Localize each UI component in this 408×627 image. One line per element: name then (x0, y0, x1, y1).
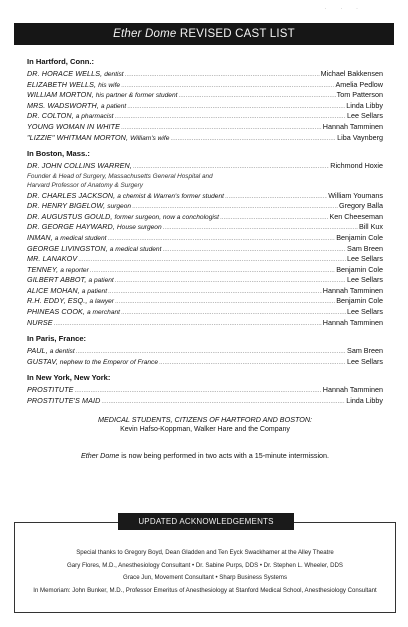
role-name: PROSTITUTE (27, 385, 74, 395)
ack-line: Special thanks to Gregory Boyd, Dean Gladden and Ten Eyck Swackhamer at the Alley Theatre (76, 549, 334, 556)
role-description: his partner & former student (95, 92, 178, 100)
cast-row (27, 111, 383, 122)
dot-leader (115, 297, 335, 307)
role-description: a merchant (87, 309, 121, 317)
role-name: PAUL, (27, 346, 48, 356)
cast-row (27, 307, 383, 318)
role-name: DR. CHARLES JACKSON, (27, 190, 116, 200)
role-name: WILLIAM MORTON, (27, 90, 94, 100)
role-name: YOUNG WOMAN IN WHITE (27, 121, 121, 131)
cast-row (27, 122, 383, 133)
actor-name: Lee Sellars (347, 356, 383, 366)
actor-name: Lee Sellars (347, 307, 383, 317)
dot-leader (121, 123, 322, 133)
role-description: a chemist & Warren's former student (117, 192, 224, 200)
cast-row (27, 233, 383, 244)
cast-row (27, 80, 383, 91)
section-heading: In Paris, France: (27, 334, 87, 344)
performance-note (27, 451, 383, 461)
cast-row (27, 222, 383, 233)
role-name: DR. HENRY BIGELOW, (27, 201, 106, 211)
ensemble-credit (27, 415, 383, 435)
role-description: a dentist (49, 348, 75, 356)
role-name: R.H. EDDY, ESQ., (27, 296, 88, 306)
role-name: ELIZABETH WELLS, (27, 79, 97, 89)
actor-name: Benjamin Cole (336, 296, 383, 306)
actor-name: Bill Kux (359, 222, 383, 232)
dot-leader (170, 134, 336, 144)
ack-line: Grace Jun, Movement Consultant • Sharp Business Systems (122, 574, 288, 582)
dot-leader (78, 255, 346, 265)
role-name: MRS. WADSWORTH, (27, 100, 99, 110)
acknowledgements-box (14, 517, 396, 613)
dot-leader (163, 223, 358, 233)
actor-name: Benjamin Cole (336, 264, 383, 274)
cast-row (27, 318, 383, 329)
role-description: dentist (104, 71, 124, 78)
dot-leader (121, 81, 334, 91)
cast-row (27, 161, 383, 172)
role-description: a patient (100, 102, 127, 110)
actor-name: Benjamin Cole (336, 232, 383, 242)
actor-name: Richmond Hoxie (330, 161, 383, 171)
ack-line: In Memoriam: John Bunker, M.D., Professor Emeritus of Anesthesiology at Stanford Medical School, Anesthesiology Consultant (33, 586, 377, 594)
actor-name: Michael Bakkensen (320, 69, 383, 78)
role-description: a reporter (60, 266, 89, 274)
dot-leader (108, 287, 322, 297)
cast-row (27, 90, 383, 101)
cast-row (27, 396, 383, 407)
dot-leader (101, 397, 345, 407)
role-name: GEORGE LIVINGSTON, (27, 243, 108, 253)
dot-leader (162, 245, 346, 255)
actor-name: Hannah Tamminen (322, 317, 383, 327)
cast-row (27, 244, 383, 255)
role-description: his wife (98, 81, 121, 89)
role-name: DR. HORACE WELLS, (27, 69, 103, 78)
actor-name: Hannah Tamminen (322, 121, 383, 131)
role-name: DR. GEORGE HAYWARD, (27, 222, 115, 232)
dot-leader (159, 358, 346, 368)
actor-name: William Youmans (328, 190, 383, 200)
dot-leader (107, 234, 335, 244)
role-name: GILBERT ABBOT, (27, 275, 87, 285)
cast-row (27, 265, 383, 276)
role-description: a pharmacist (75, 113, 114, 121)
dot-leader (76, 347, 346, 357)
actor-name: Hannah Tamminen (322, 385, 383, 395)
actor-name: Hannah Tamminen (322, 285, 383, 295)
role-name: ALICE MOHAN, (27, 285, 80, 295)
ensemble-title: MEDICAL STUDENTS, CITIZENS OF HARTFORD AND BOSTON: (97, 414, 313, 424)
role-description: a patient (81, 287, 108, 295)
actor-name: Liba Vaynberg (337, 132, 383, 142)
role-description: former surgeon, now a conchologist (114, 213, 219, 221)
cast-list-title (14, 23, 394, 45)
role-description: a medical student (54, 234, 107, 242)
dot-leader (75, 386, 322, 396)
ack-line: Gary Flores, M.D., Anesthesiology Consultant • Dr. Sabine Purps, DDS • Dr. Stephen L. Wheeler, DDS (67, 561, 343, 569)
performance-show-title: Ether Dome (80, 450, 120, 460)
role-description: a patient (88, 277, 114, 285)
actor-name: Linda Libby (346, 396, 383, 406)
show-title: Ether Dome (113, 28, 177, 40)
role-name: DR. COLTON, (27, 111, 74, 121)
role-name: "LIZZIE" WHITMAN MORTON, (27, 132, 129, 142)
dot-leader (54, 319, 322, 329)
dot-leader (125, 70, 320, 80)
actor-name: Gregory Balla (339, 201, 383, 211)
cast-row (27, 286, 383, 297)
cast-row (27, 254, 383, 265)
role-name: INMAN, (27, 232, 53, 242)
cast-row (27, 346, 383, 357)
section-heading: In Boston, Mass.: (27, 149, 90, 159)
role-name: TENNEY, (27, 264, 59, 274)
cast-row (27, 201, 383, 212)
dot-leader (225, 192, 327, 202)
dot-leader (178, 91, 335, 101)
role-name: MR. LANAKOV (27, 254, 78, 264)
role-name: NURSE (27, 317, 53, 327)
cast-row (27, 101, 383, 112)
cast-row (27, 296, 383, 307)
dot-leader (220, 213, 328, 223)
cast-row (27, 212, 383, 223)
role-name: DR. AUGUSTUS GOULD, (27, 211, 113, 221)
actor-name: Sam Breen (347, 346, 383, 356)
cast-row (27, 385, 383, 396)
acknowledgements-heading: UPDATED ACKNOWLEDGEMENTS (118, 513, 294, 530)
actor-name: Ken Cheeseman (329, 211, 383, 221)
cast-row (27, 357, 383, 368)
role-description: a lawyer (89, 298, 115, 306)
role-note: Harvard Professor of Anatomy & Surgery (27, 182, 143, 190)
dot-leader (127, 102, 345, 112)
cast-row (27, 69, 383, 80)
section-heading: In New York, New York: (27, 373, 111, 383)
role-description: nephew to the Emperor of France (59, 358, 159, 366)
role-description: William's wife (130, 134, 170, 142)
dot-leader (121, 308, 346, 318)
ensemble-names: Kevin Hafso-Koppman, Walker Hare and the Company (120, 425, 290, 433)
role-name: GUSTAV, (27, 356, 58, 366)
cast-row (27, 133, 383, 144)
actor-name: Linda Libby (346, 100, 383, 110)
section-heading: In Hartford, Conn.: (27, 57, 95, 66)
actor-name: Lee Sellars (347, 275, 383, 285)
cast-list (27, 56, 383, 461)
dot-leader (132, 202, 338, 212)
actor-name: Lee Sellars (347, 254, 383, 264)
role-name: PROSTITUTE'S MAID (27, 396, 101, 406)
role-description: House surgeon (116, 224, 162, 232)
dot-leader (115, 112, 347, 122)
actor-name: Amelia Pedlow (335, 79, 383, 89)
scan-marks: · · · (324, 6, 364, 12)
dot-leader (115, 276, 346, 286)
role-description: surgeon (107, 203, 132, 211)
role-note: Founder & Head of Surgery, Massachusetts General Hospital and (27, 172, 213, 180)
acknowledgements-lines (15, 547, 395, 597)
actor-name: Lee Sellars (347, 111, 383, 121)
cast-row (27, 191, 383, 202)
dot-leader (90, 266, 335, 276)
actor-name: Sam Breen (347, 243, 383, 253)
title-rest: REVISED CAST LIST (179, 28, 295, 40)
role-description: a medical student (109, 245, 162, 253)
actor-name: Tom Patterson (336, 90, 383, 100)
dot-leader (133, 162, 329, 172)
role-name: PHINEAS COOK, (27, 307, 86, 317)
cast-row (27, 275, 383, 286)
performance-text: is now being performed in two acts with a 15-minute intermission. (119, 450, 330, 460)
role-name: DR. JOHN COLLINS WARREN, (27, 161, 132, 171)
